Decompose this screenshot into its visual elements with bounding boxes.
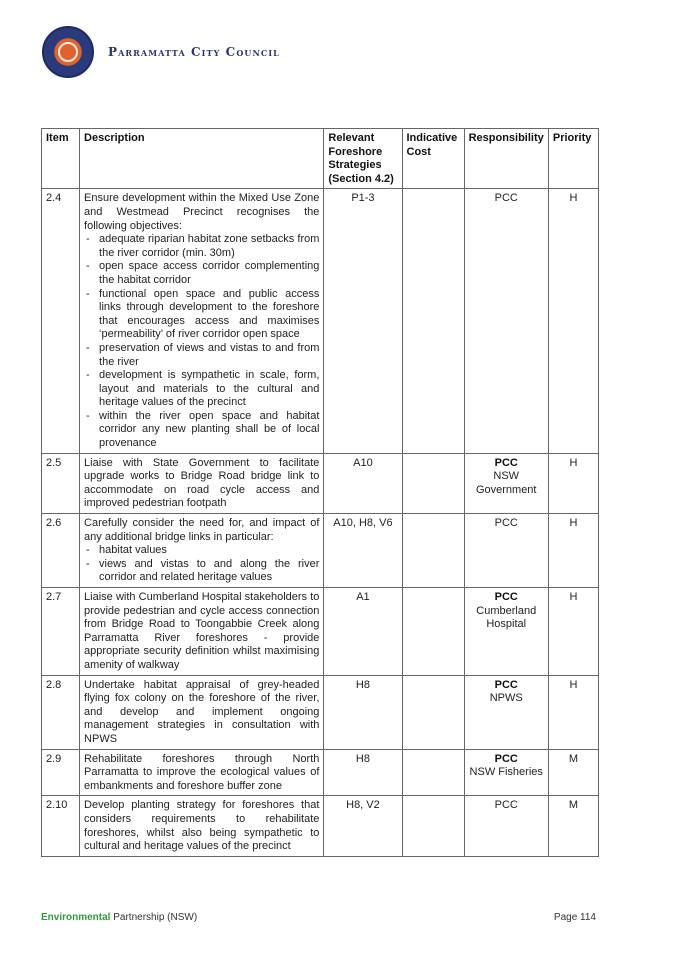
responsibility-party: NSW Fisheries xyxy=(469,766,543,779)
responsibility-party: Cumberland xyxy=(476,604,537,617)
priority: H xyxy=(548,588,598,676)
priority: M xyxy=(548,796,598,856)
indicative-cost xyxy=(402,675,464,749)
item-number: 2.8 xyxy=(42,675,80,749)
description-text: Rehabilitate foreshores through North Parramatta to improve the ecological values of embankments and foreshore buffer zone xyxy=(84,752,320,792)
indicative-cost xyxy=(402,588,464,676)
council-name: Parramatta City Council xyxy=(108,45,280,59)
responsibility-lead: PCC xyxy=(494,456,518,469)
description-text: Liaise with Cumberland Hospital stakeholders to provide pedestrian and cycle access connection from Bridge Road to Toongabbie Creek along Parramatta River foreshores - provide appropriate security definition whilst maximising amenity of walkway xyxy=(84,591,320,671)
responsibility-party: NSW xyxy=(493,470,520,483)
foreshore-strategies: H8, V2 xyxy=(324,796,402,856)
item-description xyxy=(80,796,324,856)
indicative-cost xyxy=(402,514,464,588)
indicative-cost xyxy=(402,189,464,453)
indicative-cost xyxy=(402,796,464,856)
column-header-strategies: Relevant Foreshore Strategies (Section 4.2) xyxy=(324,129,402,189)
responsibility xyxy=(464,514,548,588)
table-body xyxy=(42,189,599,856)
table-row xyxy=(42,189,599,453)
item-number: 2.7 xyxy=(42,588,80,676)
item-description xyxy=(80,514,324,588)
responsibility xyxy=(464,675,548,749)
footer-org-highlight: Environmental xyxy=(41,912,111,923)
table-row xyxy=(42,749,599,796)
responsibility xyxy=(464,749,548,796)
item-description xyxy=(80,189,324,453)
responsibility xyxy=(464,796,548,856)
responsibility-lead: PCC xyxy=(494,678,518,691)
foreshore-strategies: A1 xyxy=(324,588,402,676)
table-row xyxy=(42,796,599,856)
item-description xyxy=(80,453,324,513)
objective-list xyxy=(84,544,319,585)
column-header-description: Description xyxy=(80,129,324,189)
foreshore-strategies: A10, H8, V6 xyxy=(324,514,402,588)
item-number: 2.10 xyxy=(42,796,80,856)
item-description xyxy=(80,675,324,749)
objective-list xyxy=(84,233,319,451)
responsibility-lead: PCC xyxy=(494,591,518,603)
action-plan-table xyxy=(41,128,599,857)
priority: H xyxy=(548,189,598,453)
table-row xyxy=(42,453,599,513)
foreshore-strategies: A10 xyxy=(324,453,402,513)
objective-item: - open space access corridor complementing the habitat corridor xyxy=(99,260,319,287)
council-seal-logo xyxy=(42,26,94,78)
foreshore-strategies: H8 xyxy=(324,749,402,796)
responsibility-party: NPWS xyxy=(489,692,523,705)
objective-item: - within the river open space and habitat corridor any new planting shall be of local provenance xyxy=(99,410,319,451)
indicative-cost xyxy=(402,453,464,513)
objective-item: - habitat values xyxy=(99,544,319,558)
priority: H xyxy=(548,675,598,749)
responsibility xyxy=(464,588,548,676)
table-row xyxy=(42,588,599,676)
foreshore-strategies: P1-3 xyxy=(324,189,402,453)
column-header-item: Item xyxy=(42,129,80,189)
description-text: Ensure development within the Mixed Use Zone and Westmead Precinct recognises the following objectives: xyxy=(84,192,320,232)
footer-organisation xyxy=(41,912,197,923)
column-header-responsibility: Responsibility xyxy=(464,129,548,189)
item-number: 2.9 xyxy=(42,749,80,796)
table-header-row xyxy=(42,129,599,189)
table-row xyxy=(42,675,599,749)
indicative-cost xyxy=(402,749,464,796)
objective-item: - adequate riparian habitat zone setbacks from the river corridor (min. 30m) xyxy=(99,233,319,260)
foreshore-strategies: H8 xyxy=(324,675,402,749)
objective-item: - views and vistas to and along the river corridor and related heritage values xyxy=(99,558,319,585)
table-row xyxy=(42,514,599,588)
item-number: 2.4 xyxy=(42,189,80,453)
priority: M xyxy=(548,749,598,796)
responsibility-party: PCC xyxy=(494,799,518,812)
description-text: Undertake habitat appraisal of grey-headed flying fox colony on the foreshore of the river, and develop and implement ongoing management strategies in consultation with NPWS xyxy=(84,678,320,745)
responsibility-party: Hospital xyxy=(486,618,527,631)
item-description xyxy=(80,588,324,676)
objective-item: - preservation of views and vistas to and from the river xyxy=(99,342,319,369)
description-text: Liaise with State Government to facilitate upgrade works to Bridge Road bridge link to accommodate on road cycle access and improved pedestrian footpath xyxy=(84,456,320,510)
item-number: 2.5 xyxy=(42,453,80,513)
responsibility xyxy=(464,189,548,453)
priority: H xyxy=(548,453,598,513)
objective-item: - development is sympathetic in scale, form, layout and materials to the cultural and heritage values of the precinct xyxy=(99,369,319,410)
objective-item: - functional open space and public access links through development to the foreshore that encourages access and maximises ‘permeability’ of river corridor open space xyxy=(99,288,319,342)
column-header-cost: Indicative Cost xyxy=(402,129,464,189)
responsibility-lead: PCC xyxy=(494,752,518,765)
responsibility-party: Government xyxy=(475,483,537,496)
item-description xyxy=(80,749,324,796)
item-number: 2.6 xyxy=(42,514,80,588)
description-text: Develop planting strategy for foreshores that considers requirements to rehabilitate foreshores, whilst also being sympathetic to cultural and heritage values of the precinct xyxy=(84,799,320,853)
page-number: Page 114 xyxy=(553,912,596,923)
responsibility xyxy=(464,453,548,513)
responsibility-party: PCC xyxy=(494,192,518,205)
page-header xyxy=(42,24,280,80)
column-header-priority: Priority xyxy=(548,129,598,189)
footer-org-rest: Partnership (NSW) xyxy=(110,912,198,923)
responsibility-party: PCC xyxy=(494,517,518,530)
description-text: Carefully consider the need for, and impact of any additional bridge links in particular: xyxy=(84,517,320,543)
priority: H xyxy=(548,514,598,588)
